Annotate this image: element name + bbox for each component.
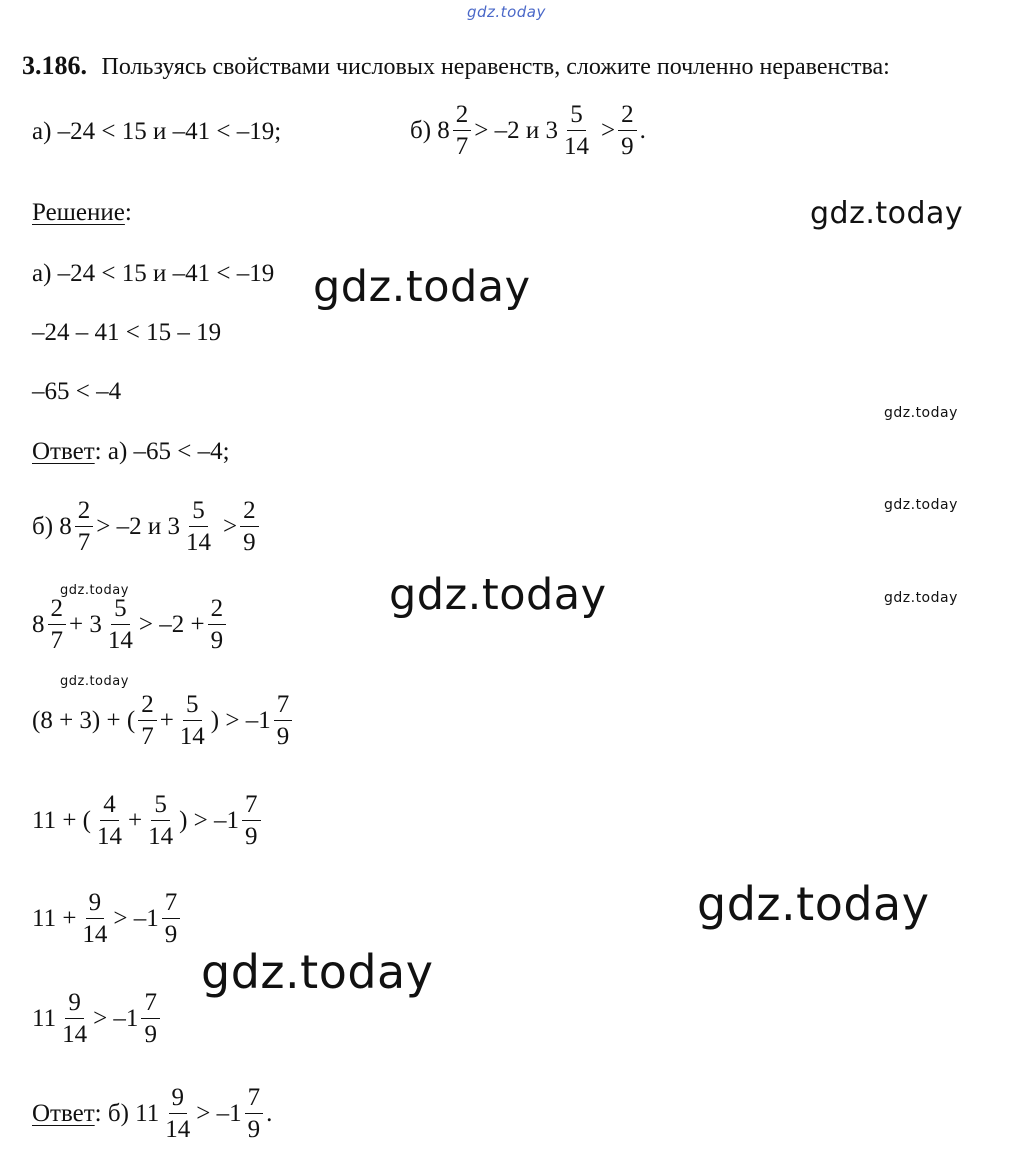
fraction: $\frac{5}{14}$ xyxy=(179,691,205,750)
watermark: gdz.today xyxy=(884,590,958,606)
text: . xyxy=(639,117,646,144)
text: : б) 11 xyxy=(94,1100,160,1127)
fraction: $\frac{2}{7}$ xyxy=(75,498,94,555)
fraction: $\frac{2}{7}$ xyxy=(138,692,157,749)
fraction: $\frac{5}{14}$ xyxy=(148,791,174,850)
fraction: $\frac{7}{9}$ xyxy=(245,1085,264,1142)
task-heading xyxy=(22,51,890,81)
text: (8 + 3) + ( xyxy=(32,707,136,734)
text: > –1 xyxy=(93,1005,139,1032)
solution-a-line3 xyxy=(32,379,121,404)
text: > xyxy=(223,513,238,540)
answer-label: Ответ xyxy=(32,438,95,465)
fraction: $\frac{2}{9}$ xyxy=(240,498,259,555)
text: –65 < –4 xyxy=(32,378,122,405)
task-number: 3.186. xyxy=(22,51,87,80)
text: а) –24 < 15 и –41 < –19 xyxy=(32,260,275,287)
answer-label: Ответ xyxy=(32,1100,95,1127)
text: б) 8 xyxy=(32,513,72,540)
text: > xyxy=(601,117,616,144)
solution-a-line1 xyxy=(32,261,274,286)
task-text: Пользуясь свойствами числовых неравенств, сложите почленно неравенства: xyxy=(101,54,890,80)
text: ) > –1 xyxy=(179,807,240,834)
text: + xyxy=(128,807,143,834)
watermark: gdz.today xyxy=(697,877,930,931)
text: + 3 xyxy=(69,611,102,638)
solution-label: Решение xyxy=(32,199,125,226)
task-part-a-text: а) –24 < 15 и –41 < –19; xyxy=(32,118,282,145)
fraction: $\frac{5}{14}$ xyxy=(564,101,590,160)
fraction: $\frac{5}{14}$ xyxy=(186,497,212,556)
text: б) 8 xyxy=(410,117,450,144)
watermark: gdz.today xyxy=(810,196,964,231)
task-part-a xyxy=(32,119,281,144)
fraction: $\frac{7}{9}$ xyxy=(162,890,181,947)
text: . xyxy=(266,1100,273,1127)
solution-heading: Решение : xyxy=(32,199,132,226)
text: > –2 и 3 xyxy=(474,117,559,144)
fraction: $\frac{7}{9}$ xyxy=(141,990,160,1047)
text: –24 – 41 < 15 – 19 xyxy=(32,319,222,346)
fraction: $\frac{2}{9}$ xyxy=(208,596,227,653)
fraction: $\frac{9}{14}$ xyxy=(165,1084,191,1143)
watermark: gdz.today xyxy=(389,570,607,620)
text: > –1 xyxy=(113,905,159,932)
text: ) > –1 xyxy=(210,707,271,734)
text: > –2 и 3 xyxy=(96,513,181,540)
task-part-b xyxy=(410,102,646,159)
watermark: gdz.today xyxy=(884,497,958,513)
solution-b-line2 xyxy=(32,596,229,653)
solution-b-line6 xyxy=(32,990,163,1047)
text: 11 + ( xyxy=(32,807,91,834)
fraction: $\frac{5}{14}$ xyxy=(107,595,133,654)
solution-a-line2 xyxy=(32,320,221,345)
watermark: gdz.today xyxy=(60,674,129,689)
fraction: $\frac{4}{14}$ xyxy=(97,791,122,850)
text: 8 xyxy=(32,611,45,638)
answer-b xyxy=(32,1085,272,1142)
text: 11 + xyxy=(32,905,77,932)
watermark: gdz.today xyxy=(60,583,129,598)
fraction: $\frac{7}{9}$ xyxy=(242,792,261,849)
solution-b-line5 xyxy=(32,890,183,947)
solution-b-line1 xyxy=(32,498,262,555)
watermark-top: gdz.today xyxy=(467,3,546,21)
fraction: $\frac{9}{14}$ xyxy=(62,989,88,1048)
fraction: $\frac{7}{9}$ xyxy=(274,692,293,749)
text: > –2 + xyxy=(138,611,205,638)
text: : а) –65 < –4; xyxy=(94,438,230,465)
text: 11 xyxy=(32,1005,57,1032)
fraction: $\frac{2}{7}$ xyxy=(48,596,67,653)
fraction: $\frac{9}{14}$ xyxy=(82,889,108,948)
text: > –1 xyxy=(196,1100,242,1127)
watermark: gdz.today xyxy=(884,405,958,421)
solution-b-line4 xyxy=(32,792,264,849)
fraction: $\frac{2}{9}$ xyxy=(618,102,637,159)
text: + xyxy=(159,707,174,734)
watermark: gdz.today xyxy=(201,945,434,999)
answer-a xyxy=(32,439,230,464)
watermark: gdz.today xyxy=(313,262,531,312)
solution-b-line3 xyxy=(32,692,295,749)
fraction: $\frac{2}{7}$ xyxy=(453,102,472,159)
